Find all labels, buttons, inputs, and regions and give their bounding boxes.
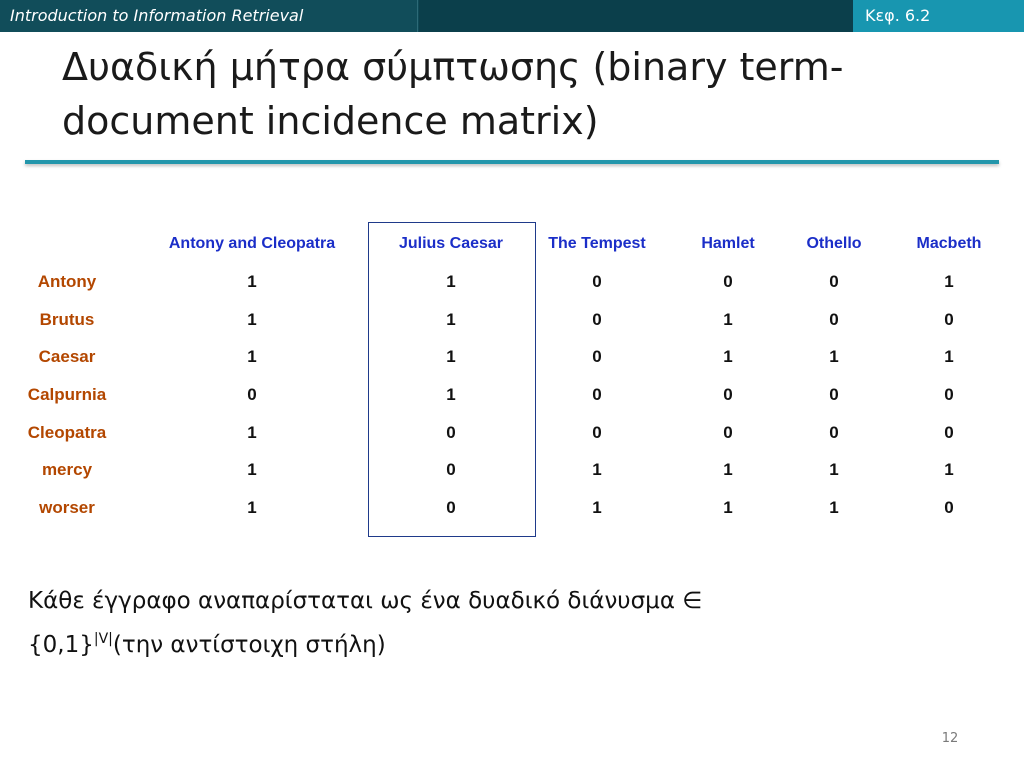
slide-title-line2: document incidence matrix) xyxy=(62,99,599,143)
slide-title xyxy=(62,40,962,148)
matrix-cell: 1 xyxy=(446,347,456,367)
matrix-cell: 0 xyxy=(944,497,954,517)
matrix-cell: 0 xyxy=(829,309,839,329)
matrix-cell: 1 xyxy=(592,497,602,517)
matrix-cell: 1 xyxy=(944,460,954,480)
matrix-cell: 1 xyxy=(247,497,257,517)
matrix-cell: 1 xyxy=(247,271,257,291)
matrix-row xyxy=(0,301,1024,339)
header-spacer xyxy=(419,0,853,32)
course-title: Introduction to Information Retrieval xyxy=(0,0,418,32)
matrix-cell: 0 xyxy=(829,271,839,291)
matrix-cell: 1 xyxy=(723,497,733,517)
matrix-cell: 1 xyxy=(446,384,456,404)
matrix-cell: 1 xyxy=(592,460,602,480)
matrix-cell: 1 xyxy=(829,347,839,367)
matrix-cell: 1 xyxy=(446,309,456,329)
row-term: Antony xyxy=(37,271,97,291)
row-term: mercy xyxy=(41,460,93,480)
matrix-cell: 0 xyxy=(829,422,839,442)
matrix-row xyxy=(0,263,1024,301)
chapter-label: Κεφ. 6.2 xyxy=(853,0,1024,32)
page-number: 12 xyxy=(941,731,959,746)
matrix-cell: 0 xyxy=(592,384,602,404)
title-divider xyxy=(25,160,999,164)
matrix-row xyxy=(0,414,1024,452)
caption-tail: (την αντίστοιχη στήλη) xyxy=(112,632,386,658)
column-header: Hamlet xyxy=(701,235,755,252)
matrix-row xyxy=(0,338,1024,376)
matrix-corner xyxy=(0,225,134,263)
matrix-cell: 0 xyxy=(723,271,733,291)
matrix-header-row xyxy=(0,225,1024,263)
column-header: The Tempest xyxy=(548,235,646,252)
matrix-cell: 0 xyxy=(944,309,954,329)
row-term: Calpurnia xyxy=(27,384,107,404)
matrix-cell: 1 xyxy=(829,497,839,517)
matrix-cell: 0 xyxy=(592,309,602,329)
caption-text xyxy=(28,582,928,664)
slide-title-line1: Δυαδική μήτρα σύμπτωσης (binary term- xyxy=(62,45,844,89)
matrix-cell: 1 xyxy=(247,422,257,442)
matrix-cell: 0 xyxy=(944,422,954,442)
row-term: Caesar xyxy=(38,347,96,367)
matrix-cell: 1 xyxy=(247,460,257,480)
matrix-row xyxy=(0,451,1024,489)
row-term: Brutus xyxy=(39,309,95,329)
matrix-cell: 1 xyxy=(247,347,257,367)
matrix-cell: 0 xyxy=(592,347,602,367)
column-header: Antony and Cleopatra xyxy=(168,235,336,252)
matrix-cell: 1 xyxy=(944,347,954,367)
matrix-cell: 0 xyxy=(247,384,257,404)
caption-set: {0,1} xyxy=(28,632,94,658)
incidence-matrix xyxy=(0,225,1024,527)
column-header: Othello xyxy=(806,235,862,252)
matrix-cell: 0 xyxy=(829,384,839,404)
matrix-cell: 0 xyxy=(723,422,733,442)
matrix-row xyxy=(0,489,1024,527)
caption-exponent: |V| xyxy=(93,631,113,647)
matrix-cell: 1 xyxy=(247,309,257,329)
matrix-row xyxy=(0,376,1024,414)
matrix-cell: 0 xyxy=(592,271,602,291)
matrix-cell: 1 xyxy=(944,271,954,291)
matrix-cell: 0 xyxy=(723,384,733,404)
matrix-cell: 1 xyxy=(723,347,733,367)
matrix-cell: 1 xyxy=(829,460,839,480)
matrix-cell: 0 xyxy=(446,497,456,517)
matrix-cell: 0 xyxy=(446,422,456,442)
matrix-cell: 0 xyxy=(446,460,456,480)
header-bar xyxy=(0,0,1024,32)
row-term: Cleopatra xyxy=(27,422,107,442)
caption-line1: Κάθε έγγραφο αναπαρίσταται ως ένα δυαδικό διάνυσμα ∈ xyxy=(28,588,703,614)
matrix-cell: 1 xyxy=(723,460,733,480)
row-term: worser xyxy=(39,497,95,517)
matrix-cell: 0 xyxy=(944,384,954,404)
matrix-cell: 0 xyxy=(592,422,602,442)
matrix-cell: 1 xyxy=(723,309,733,329)
column-header: Macbeth xyxy=(916,235,982,252)
matrix-cell: 1 xyxy=(446,271,456,291)
column-header: Julius Caesar xyxy=(398,235,504,252)
